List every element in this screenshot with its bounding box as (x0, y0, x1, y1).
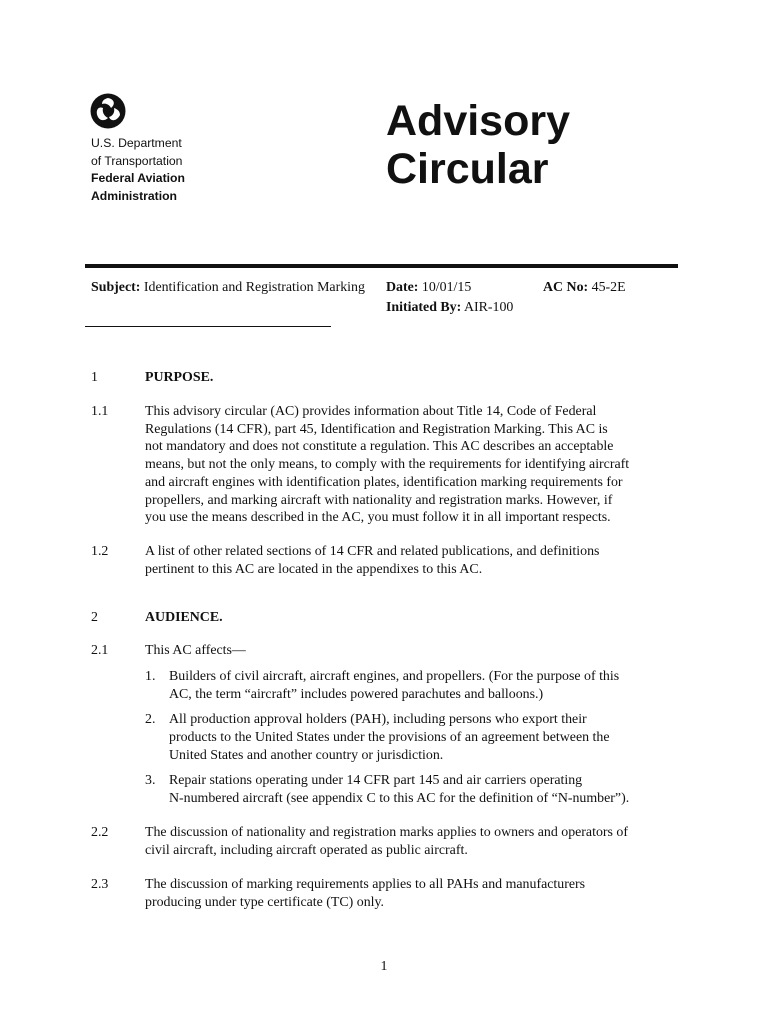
para-line: and aircraft engines with identification plates, identification marking requirements for (145, 474, 623, 490)
para-line: Regulations (14 CFR), part 45, Identification and Registration Marking. This AC is (145, 421, 608, 437)
initiated-by-label: Initiated By: (386, 300, 462, 315)
date-field (386, 279, 471, 297)
initiated-by-field (386, 299, 513, 317)
para-2-1-number: 2.1 (91, 643, 109, 658)
agency-line-1: U.S. Department (91, 136, 182, 150)
para-2-3-text (145, 876, 675, 911)
subject-underline (85, 326, 331, 327)
para-2-2-number: 2.2 (91, 825, 109, 840)
header-rule (85, 264, 678, 268)
page-number: 1 (380, 959, 388, 974)
para-line: not mandatory and does not constitute a regulation. This AC describes an acceptable (145, 439, 614, 455)
list-item-2-text (169, 711, 674, 766)
list-line: Builders of civil aircraft, aircraft engines, and propellers. (For the purpose of this (169, 669, 620, 684)
section-1-number: 1 (91, 370, 98, 385)
list-line: products to the United States under the provisions of an agreement between the (169, 730, 610, 746)
title-line-1: Advisory (386, 97, 571, 145)
list-line: Repair stations operating under 14 CFR part 145 and air carriers operating (169, 773, 583, 788)
ac-number-field (543, 279, 626, 297)
para-line: The discussion of marking requirements applies to all PAHs and manufacturers (145, 877, 586, 892)
para-1-2-number: 1.2 (91, 544, 109, 559)
title-line-2: Circular (386, 145, 549, 193)
subject-value: Identification and Registration Marking (143, 280, 365, 295)
list-item-1-number: 1. (145, 669, 156, 684)
list-line: N-numbered aircraft (see appendix C to this AC for the definition of “N-number”). (169, 791, 630, 807)
initiated-by-value: AIR-100 (463, 300, 514, 315)
para-2-1-intro: This AC affects— (145, 643, 246, 658)
date-value: 10/01/15 (421, 280, 472, 295)
para-line: you use the means described in the AC, you must follow it in all important respects. (145, 510, 611, 526)
para-line: A list of other related sections of 14 CFR and related publications, and definitions (145, 544, 600, 559)
para-line: means, but not the only means, to comply with the requirements for identifying aircraft (145, 457, 630, 473)
list-item-1-text (169, 668, 674, 704)
document-title (386, 97, 570, 193)
para-1-2-text (145, 543, 675, 578)
para-line: civil aircraft, including aircraft operated as public aircraft. (145, 842, 468, 858)
ac-number-value: 45-2E (591, 280, 626, 295)
list-item-2-number: 2. (145, 712, 156, 727)
list-item-3-number: 3. (145, 773, 156, 788)
agency-line-4: Administration (91, 188, 177, 203)
para-line: This advisory circular (AC) provides information about Title 14, Code of Federal (145, 404, 597, 419)
para-line: propellers, and marking aircraft with nationality and registration marks. However, if (145, 492, 613, 508)
list-line: AC, the term “aircraft” includes powered parachutes and balloons.) (169, 687, 544, 703)
list-item-3-text (169, 772, 674, 808)
agency-line-3: Federal Aviation (91, 171, 185, 186)
para-2-2-text (145, 824, 675, 859)
subject-label: Subject: (91, 280, 141, 295)
section-2-number: 2 (91, 610, 98, 625)
para-line: The discussion of nationality and registration marks applies to owners and operators of (145, 825, 628, 840)
subject-field (91, 279, 365, 297)
para-line: pertinent to this AC are located in the appendixes to this AC. (145, 561, 483, 577)
section-1-heading: PURPOSE. (145, 370, 214, 385)
list-line: All production approval holders (PAH), including persons who export their (169, 712, 587, 727)
list-line: United States and another country or jurisdiction. (169, 748, 444, 764)
date-label: Date: (386, 280, 419, 295)
ac-number-label: AC No: (543, 280, 589, 295)
para-1-1-text (145, 403, 675, 527)
para-line: producing under type certificate (TC) only. (145, 894, 385, 910)
agency-line-2: of Transportation (91, 153, 183, 168)
para-2-3-number: 2.3 (91, 877, 109, 892)
dot-logo (90, 93, 126, 129)
para-1-1-number: 1.1 (91, 404, 109, 419)
agency-name (91, 135, 185, 205)
section-2-heading: AUDIENCE. (145, 610, 223, 625)
